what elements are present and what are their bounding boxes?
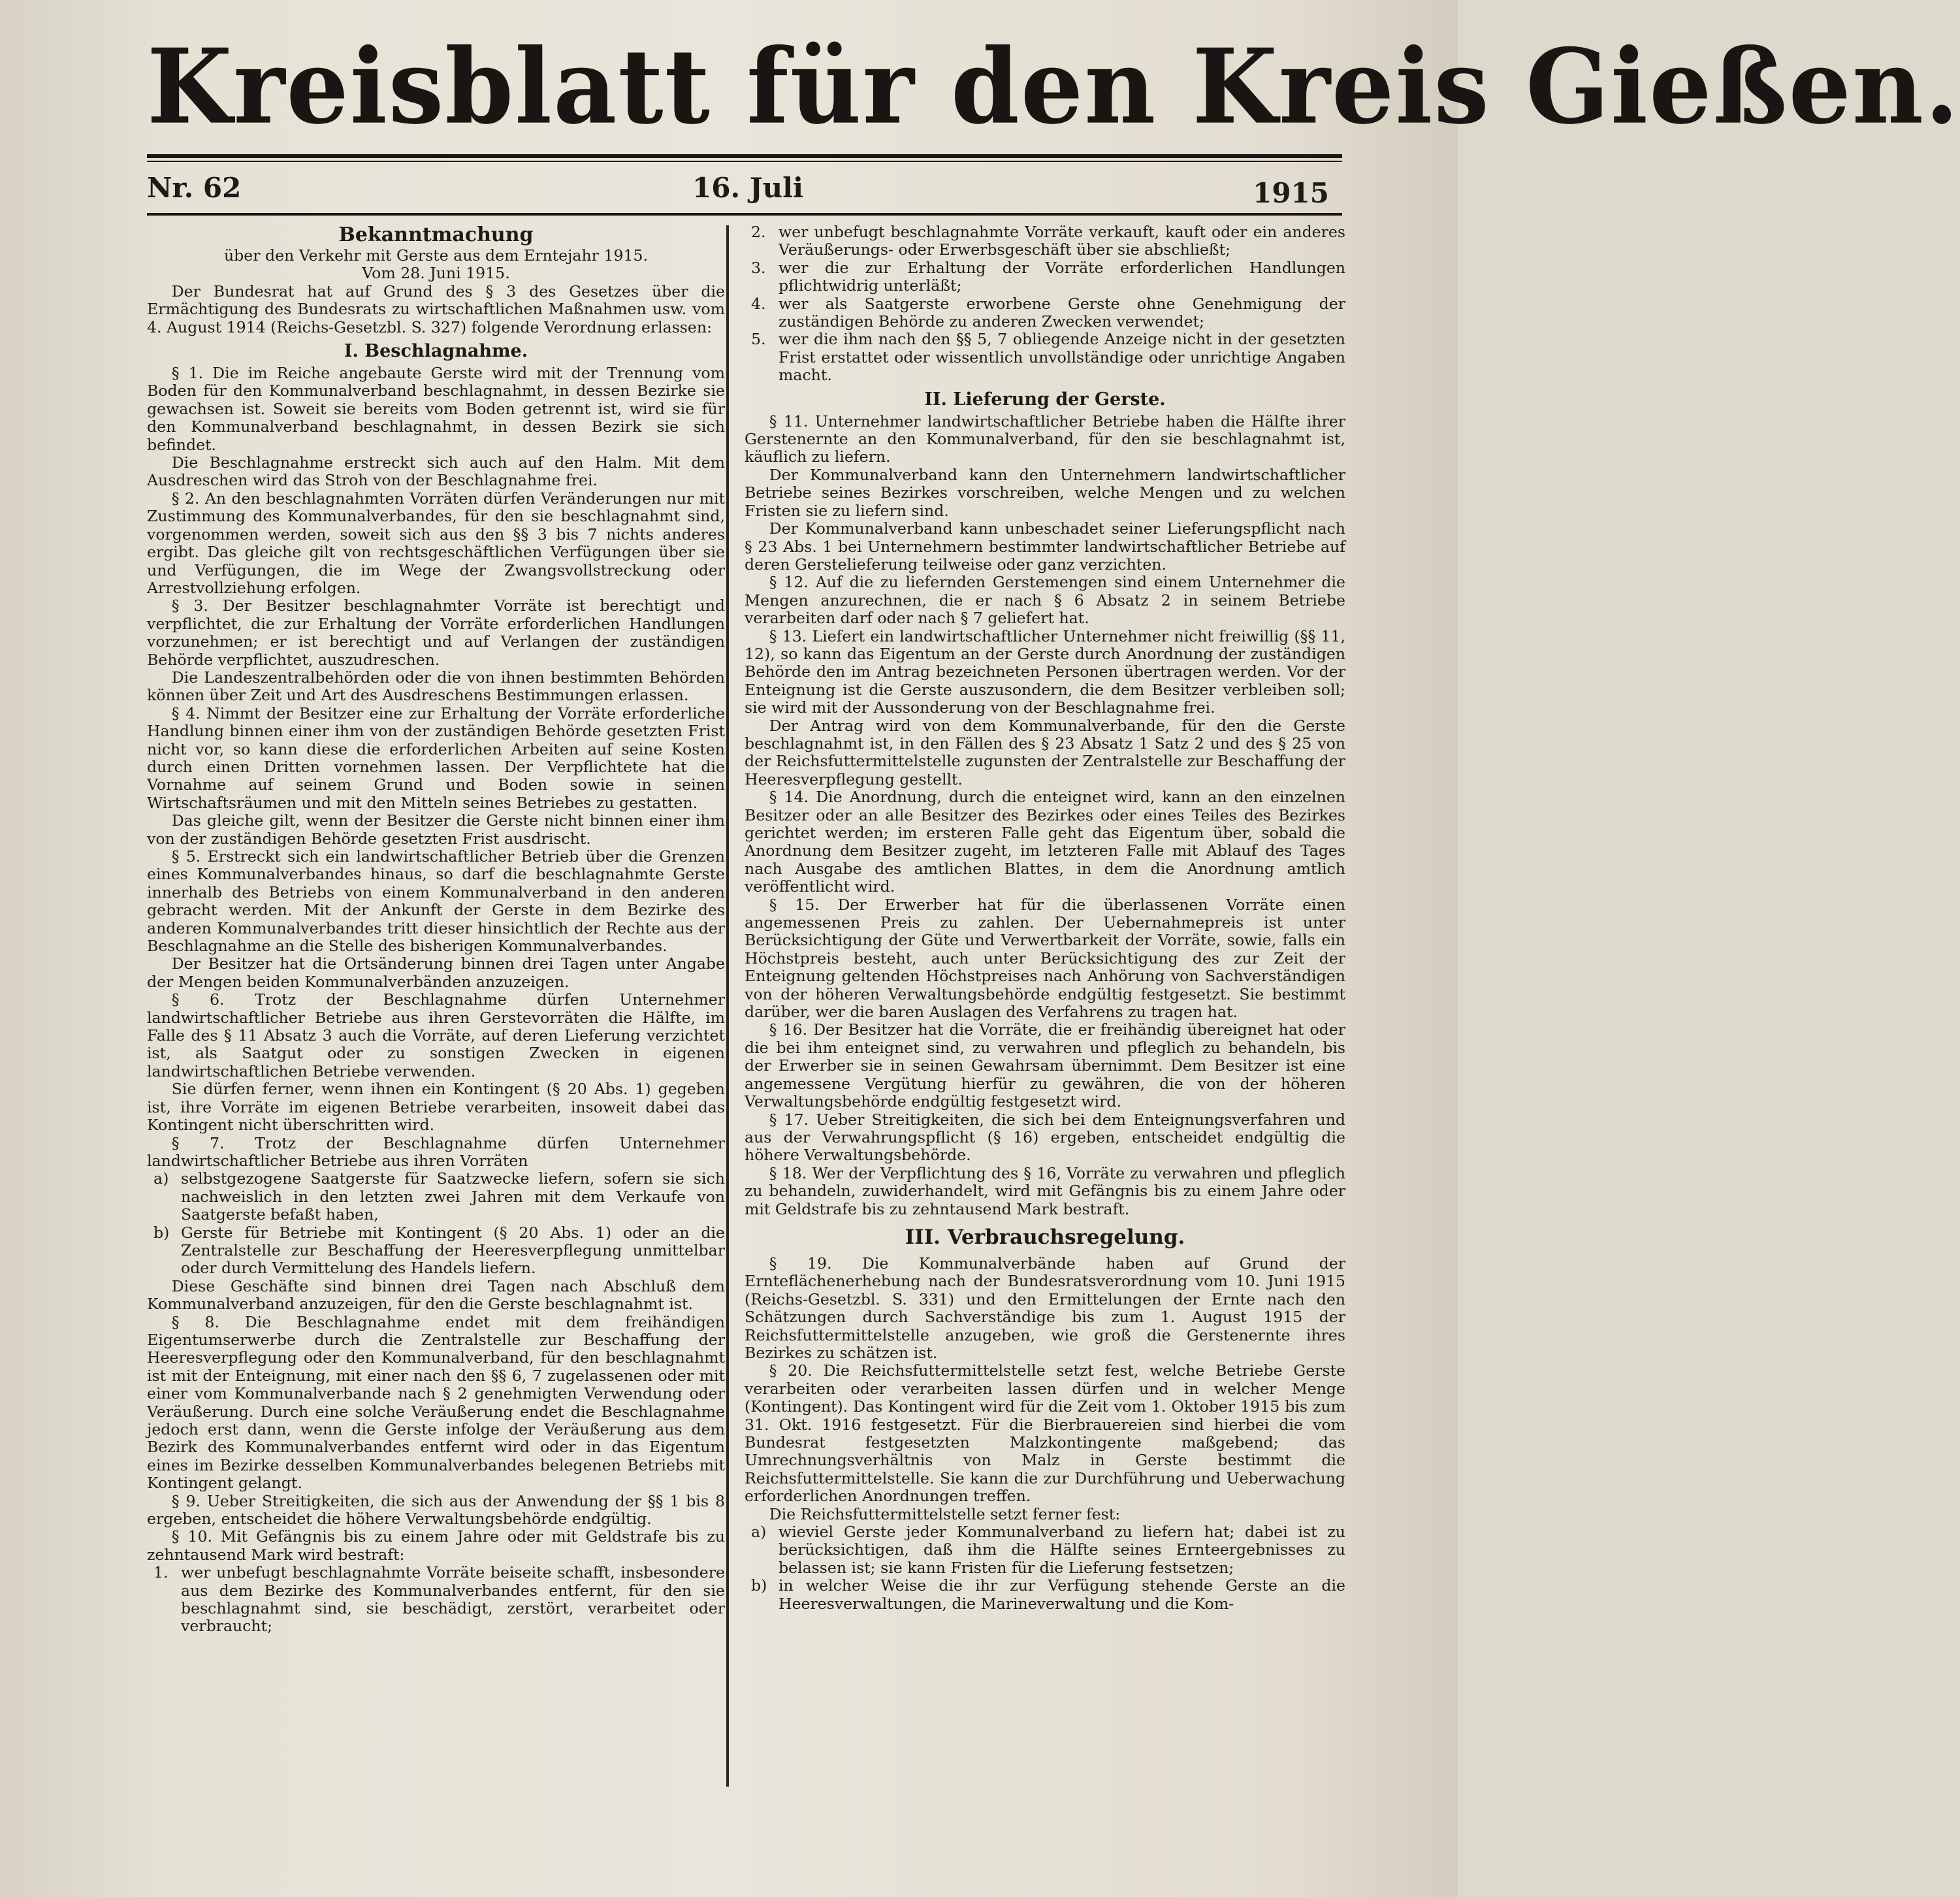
- notice-dateline: Vom 28. Juni 1915.: [362, 264, 510, 283]
- paragraph: § 2. An den beschlagnahmten Vorräten dürfen Veränderungen nur mit Zustimmung des Kommunalverbandes, für den sie beschlagnahmt sind, vorgenommen werden, soweit sich aus den §§ 3 bis 7 nichts anderes ergibt. Das gleiche gilt von rechtsgeschäftlichen Verfügungen über sie und Verfügungen, die im Wege der Zwangsvollstreckung oder Arrestvollziehung erfolgen.: [147, 489, 725, 597]
- list-item: 4. wer als Saatgerste erworbene Gerste ohne Genehmigung der zuständigen Behörde zu anderen Zwecken verwendet;: [751, 294, 1345, 331]
- list: [745, 223, 1345, 385]
- paragraph: Das gleiche gilt, wenn der Besitzer die Gerste nicht binnen einer ihm von der zuständigen Behörde gesetzten Frist ausdrischt.: [147, 811, 725, 848]
- paragraph: § 12. Auf die zu liefernden Gerstemengen sind einem Unternehmer die Mengen anzurechnen, die er nach § 6 Absatz 2 in seinem Betriebe verarbeiten darf oder nach § 7 geliefert hat.: [745, 573, 1345, 628]
- paragraph: Die Beschlagnahme erstreckt sich auch auf den Halm. Mit dem Ausdreschen wird das Stroh von der Beschlagnahme frei.: [147, 453, 725, 490]
- paragraph: § 16. Der Besitzer hat die Vorräte, die er freihändig übereignet hat oder die bei ihm enteignet sind, zu verwahren und pfleglich zu behandeln, bis der Erwerber sie in seinen Gewahrsam übernimmt. Dem Besitzer ist eine angemessene Vergütung hierfür zu gewähren, die von der höheren Verwaltungsbehörde endgültig festgesetzt wird.: [745, 1020, 1345, 1111]
- list-item: 1. wer unbefugt beschlagnahmte Vorräte beiseite schafft, insbesondere aus dem Bezirke des Kommunalverbandes entfernt, für den sie beschlagnahmt sind, sie beschädigt, zerstört, verarbeitet oder verbraucht;: [153, 1563, 725, 1636]
- paragraph: § 10. Mit Gefängnis bis zu einem Jahre oder mit Geldstrafe bis zu zehntausend Mark wird bestraft:: [147, 1527, 725, 1564]
- paragraph: Diese Geschäfte sind binnen drei Tagen nach Abschluß dem Kommunalverband anzuzeigen, für den die Gerste beschlagnahmt ist.: [147, 1276, 725, 1314]
- left-column: [147, 223, 725, 1811]
- paragraph: Sie dürfen ferner, wenn ihnen ein Kontingent (§ 20 Abs. 1) gegeben ist, ihre Vorräte im eigenen Betriebe verarbeiten, insoweit dabei das Kontingent nicht überschritten wird.: [147, 1080, 725, 1135]
- paragraph: Die Reichsfuttermittelstelle setzt ferner fest:: [769, 1504, 1121, 1523]
- paragraph: § 19. Die Kommunalverbände haben auf Grund der Ernteflächenerhebung nach der Bundesratsverordnung vom 10. Juni 1915 (Reichs-Gesetzbl. S. 331) und den Ermittelungen der Ernte nach den Schätzungen durch Sachverständige bis zum 1. August 1915 der Reichsfuttermittelstelle anzugeben, wie groß die Gerstenernte ihres Bezirkes zu schätzen ist.: [745, 1254, 1345, 1362]
- paragraph: Die Landeszentralbehörden oder die von ihnen bestimmten Behörden können über Zeit und Art des Ausdreschens Bestimmungen erlassen.: [147, 668, 725, 705]
- right-column: [745, 223, 1345, 1811]
- paragraph: Der Bundesrat hat auf Grund des § 3 des Gesetzes über die Ermächtigung des Bundesrats zu wirtschaftlichen Maßnahmen usw. vom 4. August 1914 (Reichs-Gesetzbl. S. 327) folgende Verordnung erlassen:: [147, 282, 725, 336]
- issue-date: 16. Juli: [692, 172, 804, 204]
- section-heading: II. Lieferung der Gerste.: [924, 389, 1166, 410]
- section-heading: III. Verbrauchsregelung.: [905, 1225, 1185, 1249]
- paragraph: § 13. Liefert ein landwirtschaftlicher Unternehmer nicht freiwillig (§§ 11, 12), so kann das Eigentum an der Gerste durch Anordnung der zuständigen Behörde den im Antrag bezeichneten Personen übertragen werden. Vor der Enteignung ist die Gerste auszusondern, die dem Besitzer verbleiben soll; sie wird mit der Aussonderung von der Beschlagnahme frei.: [745, 626, 1345, 717]
- column-divider: [726, 225, 729, 1787]
- paragraph: § 14. Die Anordnung, durch die enteignet wird, kann an den einzelnen Besitzer oder an alle Besitzer des Bezirkes oder eines Teiles des Bezirkes gerichtet werden; im ersteren Falle geht das Eigentum über, sobald die Anordnung dem Besitzer zugeht, im letzteren Falle mit Ablauf des Tages nach Ausgabe des amtlichen Blattes, in dem die Anordnung amtlich veröffentlicht wird.: [745, 788, 1345, 896]
- paragraph: § 4. Nimmt der Besitzer eine zur Erhaltung der Vorräte erforderliche Handlung binnen einer ihm von der zuständigen Behörde gesetzten Frist nicht vor, so kann diese die erforderlichen Arbeiten auf seine Kosten durch einen Dritten vornehmen lassen. Der Verpflichtete hat die Vornahme auf seinem Grund und Boden sowie in seinen Wirtschaftsräumen und mit den Mitteln seines Betriebes zu gestatten.: [147, 704, 725, 812]
- notice-subtitle: über den Verkehr mit Gerste aus dem Erntejahr 1915.: [223, 246, 649, 265]
- paragraph: § 6. Trotz der Beschlagnahme dürfen Unternehmer landwirtschaftlicher Betriebe aus ihren Gerstevorräten die Hälfte, im Falle des § 11 Absatz 3 auch die Vorräte, auf deren Lieferung verzichtet ist, als Saatgut oder zu sonstigen Zwecken in eigenen landwirtschaftlichen Betriebe verwenden.: [147, 990, 725, 1080]
- masthead-title: Kreisblatt für den Kreis Gießen.: [147, 26, 1960, 148]
- list-item: 2. wer unbefugt beschlagnahmte Vorräte verkauft, kauft oder ein anderes Veräußerungs- oder Erwerbsgeschäft über sie abschließt;: [751, 223, 1345, 259]
- masthead-rule: [147, 154, 1342, 158]
- list: [147, 1564, 725, 1636]
- notice-title: Bekanntmachung: [338, 223, 534, 246]
- paragraph: § 1. Die im Reiche angebaute Gerste wird mit der Trennung vom Boden für den Kommunalverband beschlagnahmt, in dessen Bezirke sie gewachsen ist. Soweit sie bereits vom Boden getrennt ist, wird sie für den Kommunalverband beschlagnahmt, in dessen Bezirk sie sich befindet.: [147, 364, 725, 454]
- masthead-rule-thin: [147, 161, 1342, 162]
- paragraph: Der Kommunalverband kann unbeschadet seiner Lieferungspflicht nach § 23 Abs. 1 bei Unternehmern bestimmter landwirtschaftlicher Betriebe auf deren Gerstelieferung teilweise oder ganz verzichten.: [745, 519, 1345, 574]
- list-item: b) in welcher Weise die ihr zur Verfügung stehende Gerste an die Heeresverwaltungen, die Marineverwaltung und die Kom-: [751, 1576, 1345, 1613]
- paragraph: § 9. Ueber Streitigkeiten, die sich aus der Anwendung der §§ 1 bis 8 ergeben, entscheidet die höhere Verwaltungsbehörde endgültig.: [147, 1491, 725, 1529]
- issue-number: Nr. 62: [147, 172, 242, 204]
- paragraph: § 8. Die Beschlagnahme endet mit dem freihändigen Eigentumserwerbe durch die Zentralstelle zur Beschaffung der Heeresverpflegung oder den Kommunalverband, für den beschlagnahmt ist mit der Enteignung, mit einer nach den §§ 6, 7 zugelassenen oder mit einer vom Kommunalverbande nach § 2 genehmigten Verwendung oder Veräußerung. Durch eine solche Veräußerung endet die Beschlagnahme jedoch erst dann, wenn die Gerste infolge der Veräußerung aus dem Bezirk des Kommunalverbandes entfernt wird oder in das Eigentum eines im Bezirke desselben Kommunalverbandes belegenen Betriebs mit Kontingent gelangt.: [147, 1312, 725, 1493]
- paragraph: § 20. Die Reichsfuttermittelstelle setzt fest, welche Betriebe Gerste verarbeiten oder verarbeiten lassen dürfen und in welcher Menge (Kontingent). Das Kontingent wird für die Zeit vom 1. Oktober 1915 bis zum 31. Okt. 1916 festgesetzt. Für die Bierbrauereien sind hierbei die vom Bundesrat festgesetzten Malzkontingente maßgebend; das Umrechnungsverhältnis von Malz in Gerste bestimmt die Reichsfuttermittelstelle. Sie kann die zur Durchführung und Ueberwachung erforderlichen Anordnungen treffen.: [745, 1361, 1345, 1506]
- list-item: 3. wer die zur Erhaltung der Vorräte erforderlichen Handlungen pflichtwidrig unterläßt;: [751, 258, 1345, 295]
- paragraph: § 3. Der Besitzer beschlagnahmter Vorräte ist berechtigt und verpflichtet, die zur Erhaltung der Vorräte erforderlichen Handlungen vorzunehmen; er ist berechtigt und auf Verlangen der zuständigen Behörde verpflichtet, auszudreschen.: [147, 596, 725, 669]
- paragraph: § 5. Erstreckt sich ein landwirtschaftlicher Betrieb über die Grenzen eines Kommunalverbandes hinaus, so darf die beschlagnahmte Gerste innerhalb des Betriebs von einem Kommunalverband in den anderen gebracht werden. Mit der Ankunft der Gerste in dem Bezirke des anderen Kommunalverbandes tritt dieser hinsichtlich der Rechte aus der Beschlagnahme an die Stelle des bisherigen Kommunalverbandes.: [147, 847, 725, 956]
- list-item: a) wieviel Gerste jeder Kommunalverband zu liefern hat; dabei ist zu berücksichtigen, daß ihm die Hälfte seines Ernteergebnisses zu belassen ist; sie kann Fristen für die Lieferung festsetzen;: [751, 1523, 1345, 1577]
- paragraph: § 15. Der Erwerber hat für die überlassenen Vorräte einen angemessenen Preis zu zahlen. Der Uebernahmepreis ist unter Berücksichtigung der Güte und Verwertbarkeit der Vorräte, sowie, falls ein Höchstpreis besteht, auch unter Berücksichtigung des zur Zeit der Enteignung geltenden Höchstpreises nach Anhörung von Sachverständigen von der höheren Verwaltungsbehörde endgültig festgesetzt. Sie bestimmt darüber, wer die baren Auslagen des Verfahrens zu tragen hat.: [745, 895, 1345, 1022]
- list-item: 5. wer die ihm nach den §§ 5, 7 obliegende Anzeige nicht in der gesetzten Frist erstattet oder wissentlich unvollständige oder unrichtige Angaben macht.: [751, 330, 1345, 385]
- paragraph: § 11. Unternehmer landwirtschaftlicher Betriebe haben die Hälfte ihrer Gerstenernte an den Kommunalverband, für den sie beschlagnahmt ist, käuflich zu liefern.: [745, 412, 1345, 466]
- issue-bar: [147, 165, 1342, 212]
- list-item: b) Gerste für Betriebe mit Kontingent (§ 20 Abs. 1) oder an die Zentralstelle zur Beschaffung der Heeresverpflegung unmittelbar oder durch Vermittelung des Handels liefern.: [153, 1223, 725, 1278]
- paragraph: § 18. Wer der Verpflichtung des § 16, Vorräte zu verwahren und pfleglich zu behandeln, zuwiderhandelt, wird mit Gefängnis bis zu einem Jahre oder mit Geldstrafe bis zu zehntausend Mark bestraft.: [745, 1163, 1345, 1218]
- paragraph: Der Kommunalverband kann den Unternehmern landwirtschaftlicher Betriebe seines Bezirkes vorschreiben, welche Mengen und zu welchen Fristen sie zu liefern sind.: [745, 465, 1345, 520]
- paragraph: Der Besitzer hat die Ortsänderung binnen drei Tagen unter Angabe der Mengen beiden Kommunalverbänden anzuzeigen.: [147, 954, 725, 991]
- list: [745, 1523, 1345, 1613]
- paragraph: § 17. Ueber Streitigkeiten, die sich bei dem Enteignungsverfahren und aus der Verwahrungspflicht (§ 16) ergeben, entscheidet endgültig die höhere Verwaltungsbehörde.: [745, 1110, 1345, 1165]
- section-heading: I. Beschlagnahme.: [344, 341, 528, 362]
- issue-rule: [147, 213, 1342, 216]
- paragraph: § 7. Trotz der Beschlagnahme dürfen Unternehmer landwirtschaftlicher Betriebe aus ihren Vorräten: [147, 1133, 725, 1170]
- list-item: a) selbstgezogene Saatgerste für Saatzwecke liefern, sofern sie sich nachweislich in den letzten zwei Jahren mit dem Verkaufe von Saatgerste befaßt haben,: [153, 1169, 725, 1224]
- issue-year: 1915: [1253, 177, 1329, 209]
- paragraph: Der Antrag wird von dem Kommunalverbande, für den die Gerste beschlagnahmt ist, in den Fällen des § 23 Absatz 1 Satz 2 und des § 25 von der Reichsfuttermittelstelle zugunsten der Zentralstelle zur Beschaffung der Heeresverpflegung gestellt.: [745, 716, 1345, 788]
- list: [147, 1170, 725, 1277]
